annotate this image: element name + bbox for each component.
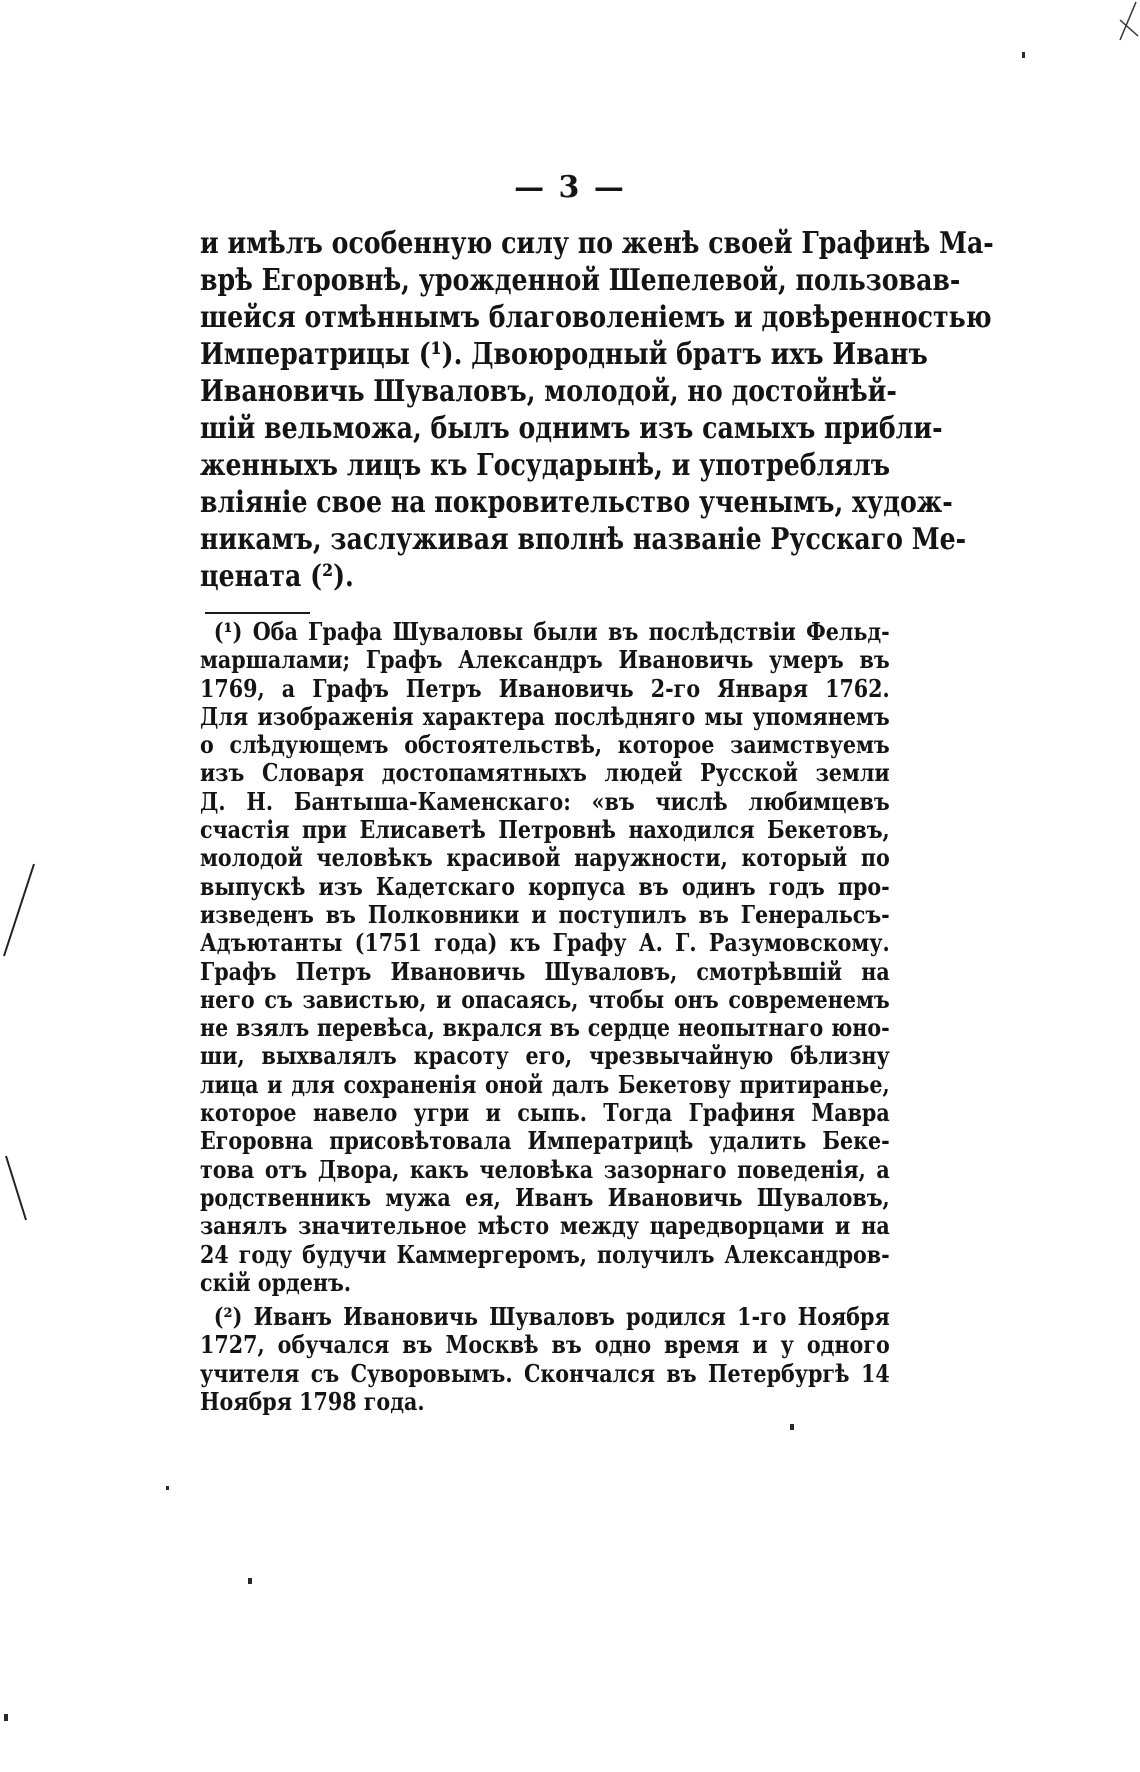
footnote-line: изведенъ въ Полковники и поступилъ въ Генеральсъ- xyxy=(200,899,890,929)
footnote-line: (²) Иванъ Ивановичь Шуваловъ родился 1-го Ноября xyxy=(213,1302,890,1332)
footnote-line: Адъютанты (1751 года) къ Графу А. Г. Разумовскому. xyxy=(200,928,890,958)
footnote-line: Ноября 1798 года. xyxy=(200,1387,425,1417)
main-text-line: Императрицы (¹). Двоюродный братъ ихъ Иванъ xyxy=(200,337,928,372)
scan-dot xyxy=(1022,52,1025,58)
footnote-line: учителя съ Суворовымъ. Скончался въ Петербургѣ 14 xyxy=(200,1358,890,1388)
footnote-line: не взялъ перевѣса, вкрался въ сердце неопытнаго юно- xyxy=(200,1013,890,1043)
footnote-line: занялъ значительное мѣсто между царедворцами и на xyxy=(200,1211,890,1241)
scan-dot xyxy=(4,1714,8,1721)
main-text-line: цената (²). xyxy=(200,559,354,594)
footnote-line: Егоровна присовѣтовала Императрицѣ удалить Беке- xyxy=(200,1126,890,1156)
footnote-2 xyxy=(200,1303,890,1416)
footnote-line: маршалами; Графъ Александръ Ивановичь умеръ въ xyxy=(200,645,890,675)
footnote-line: Графъ Петръ Ивановичь Шуваловъ, смотрѣвшій на xyxy=(200,956,890,986)
footnote-1 xyxy=(200,618,890,1297)
page-number: — 3 — xyxy=(514,170,626,205)
footnote-line: молодой человѣкъ красивой наружности, который по xyxy=(200,843,890,873)
footnote-line: Для изображенія характера послѣдняго мы упомянемъ xyxy=(200,701,890,731)
main-text-line: вліяніе свое на покровительство ученымъ, худож- xyxy=(200,485,953,520)
footnote-line: выпускѣ изъ Кадетскаго корпуса въ одинъ годъ про- xyxy=(200,871,890,901)
scan-mark-left-backslash xyxy=(0,1150,40,1230)
main-text-line: Ивановичь Шуваловъ, молодой, но достойнѣй- xyxy=(200,374,897,409)
scan-dot xyxy=(790,1424,794,1430)
scan-mark-left-slash xyxy=(0,860,40,960)
main-text xyxy=(200,225,994,595)
main-text-line: женныхъ лицъ къ Государынѣ, и употреблялъ xyxy=(200,448,891,483)
footnote-line: Д. Н. Бантыша-Каменскаго: «въ числѣ любимцевъ xyxy=(200,786,890,816)
scan-dot xyxy=(248,1578,252,1584)
footnote-line: лица и для сохраненія оной далъ Бекетову притиранье, xyxy=(200,1069,890,1099)
footnote-separator-rule xyxy=(205,612,310,614)
footnote-line: ши, выхвалялъ красоту его, чрезвычайную бѣлизну xyxy=(200,1041,890,1071)
scan-mark-top-right xyxy=(1090,0,1140,50)
footnote-line: това отъ Двора, какъ человѣка зазорнаго поведенія, а xyxy=(200,1154,890,1184)
main-text-line: и имѣлъ особенную силу по женѣ своей Графинѣ Ма- xyxy=(200,226,994,261)
footnote-line: него съ завистью, и опасаясь, чтобы онъ современемъ xyxy=(200,984,890,1014)
footnote-line: счастія при Елисаветѣ Петровнѣ находился Бекетовъ, xyxy=(200,815,890,845)
footnote-line: 1769, а Графъ Петръ Ивановичь 2-го Января 1762. xyxy=(200,673,890,703)
main-text-line: врѣ Егоровнѣ, урожденной Шепелевой, пользовав- xyxy=(200,263,961,298)
footnote-line: изъ Словаря достопамятныхъ людей Русской земли xyxy=(200,758,890,788)
footnote-line: 24 году будучи Каммергеромъ, получилъ Александров- xyxy=(200,1239,890,1269)
footnote-line: 1727, обучался въ Москвѣ въ одно время и у одного xyxy=(200,1330,890,1360)
scan-dot xyxy=(166,1486,169,1490)
footnote-line: которое навело угри и сыпь. Тогда Графиня Мавра xyxy=(200,1098,890,1128)
main-text-line: шій вельможа, былъ однимъ изъ самыхъ прибли- xyxy=(200,411,943,446)
footnotes xyxy=(200,618,890,1416)
footnote-line: скій орденъ. xyxy=(200,1267,352,1297)
footnote-line: о слѣдующемъ обстоятельствѣ, которое заимствуемъ xyxy=(200,730,890,760)
main-text-line: шейся отмѣннымъ благоволеніемъ и довѣренностью xyxy=(200,300,992,335)
main-text-line: никамъ, заслуживая вполнѣ названіе Русскаго Ме- xyxy=(200,522,967,557)
footnote-line: (¹) Оба Графа Шуваловы были въ послѣдствіи Фельд- xyxy=(213,617,890,646)
footnote-line: родственникъ мужа ея, Иванъ Ивановичь Шуваловъ, xyxy=(200,1182,890,1212)
